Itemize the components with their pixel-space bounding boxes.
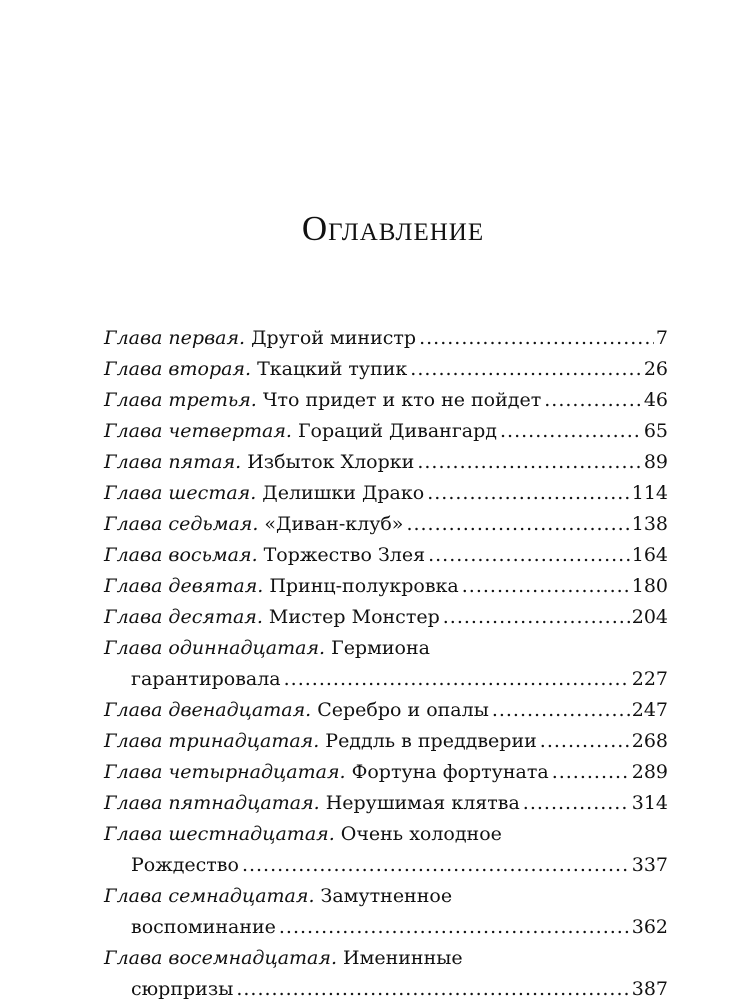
dot-leader: [523, 788, 630, 819]
page-number: 337: [631, 854, 668, 876]
chapter-label: Глава тринадцатая.: [104, 730, 320, 752]
chapter-title: Нерушимая клятва: [325, 792, 520, 814]
chapter-title: Что придет и кто не пойдет: [262, 389, 542, 411]
chapter-title: «Диван-клуб»: [264, 513, 404, 535]
chapter-title: Мистер Монстер: [268, 606, 440, 628]
chapter-title: Фортуна фортуната: [351, 761, 549, 783]
chapter-title: Другой министр: [251, 327, 417, 349]
dot-leader: [427, 478, 630, 509]
chapter-label: Глава десятая.: [104, 606, 263, 628]
page-number: 46: [643, 389, 668, 411]
page-number: 204: [631, 606, 668, 628]
dot-leader: [540, 726, 630, 757]
page-number: 289: [631, 761, 668, 783]
chapter-label: Глава одиннадцатая.: [104, 637, 326, 659]
page-number: 89: [643, 451, 668, 473]
toc-entry: [104, 943, 668, 1005]
page-number: 138: [631, 513, 668, 535]
toc-entry: [104, 540, 668, 571]
chapter-title: Серебро и опалы: [317, 699, 489, 721]
chapter-title: Торжество Злея: [263, 544, 426, 566]
chapter-title: Гораций Дивангард: [297, 420, 497, 442]
toc-entry: [104, 571, 668, 602]
chapter-label: Глава пятнадцатая.: [104, 792, 320, 814]
chapter-title: Очень холодное: [340, 823, 502, 845]
toc-entry: [104, 788, 668, 819]
toc-list: [104, 323, 668, 1005]
dot-leader: [492, 695, 630, 726]
toc-title: Оглавление: [301, 209, 485, 249]
page-number: 164: [631, 544, 668, 566]
dot-leader: [410, 354, 642, 385]
toc-entry: [104, 881, 668, 943]
chapter-label: Глава седьмая.: [104, 513, 259, 535]
chapter-label: Глава первая.: [104, 327, 246, 349]
chapter-label: Глава восемнадцатая.: [104, 947, 338, 969]
chapter-label: Глава шестая.: [104, 482, 257, 504]
chapter-label: Глава четырнадцатая.: [104, 761, 346, 783]
page-number: 65: [643, 420, 668, 442]
dot-leader: [242, 850, 630, 881]
dot-leader: [500, 416, 642, 447]
chapter-title-continued: гарантировала: [131, 668, 281, 690]
page-number: 26: [643, 358, 668, 380]
dot-leader: [236, 974, 629, 1005]
toc-entry: [104, 447, 668, 478]
toc-entry: [104, 509, 668, 540]
chapter-label: Глава шестнадцатая.: [104, 823, 335, 845]
chapter-title: Замутненное: [320, 885, 453, 907]
chapter-label: Глава девятая.: [104, 575, 264, 597]
dot-leader: [462, 571, 630, 602]
page-number: 227: [631, 668, 668, 690]
toc-entry: [104, 323, 668, 354]
chapter-title: Делишки Драко: [262, 482, 425, 504]
chapter-label: Глава пятая.: [104, 451, 242, 473]
dot-leader: [284, 664, 630, 695]
chapter-title: Избыток Хлорки: [247, 451, 415, 473]
chapter-title: Принц-полукровка: [269, 575, 459, 597]
toc-entry: [104, 819, 668, 881]
chapter-label: Глава третья.: [104, 389, 257, 411]
chapter-title: Именинные: [343, 947, 463, 969]
chapter-title-continued: Рождество: [131, 854, 239, 876]
dot-leader: [279, 912, 630, 943]
dot-leader: [417, 447, 641, 478]
chapter-label: Глава вторая.: [104, 358, 252, 380]
page-number: 362: [631, 916, 668, 938]
toc-entry: [104, 385, 668, 416]
chapter-label: Глава семнадцатая.: [104, 885, 315, 907]
chapter-label: Глава четвертая.: [104, 420, 292, 442]
chapter-title: Ткацкий тупик: [257, 358, 408, 380]
dot-leader: [443, 602, 630, 633]
page-number: 180: [631, 575, 668, 597]
toc-entry: [104, 354, 668, 385]
dot-leader: [419, 323, 654, 354]
chapter-label: Глава двенадцатая.: [104, 699, 312, 721]
dot-leader: [552, 757, 630, 788]
page-number: 314: [631, 792, 668, 814]
chapter-title: Реддль в преддверии: [325, 730, 537, 752]
toc-entry: [104, 726, 668, 757]
toc-entry: [104, 602, 668, 633]
chapter-title-continued: сюрпризы: [131, 978, 234, 1000]
dot-leader: [544, 385, 642, 416]
page-number: 387: [631, 978, 668, 1000]
toc-entry: [104, 633, 668, 695]
dot-leader: [428, 540, 630, 571]
page-number: 7: [655, 327, 668, 349]
toc-entry: [104, 695, 668, 726]
toc-entry: [104, 757, 668, 788]
chapter-label: Глава восьмая.: [104, 544, 258, 566]
chapter-title: Гермиона: [331, 637, 430, 659]
toc-entry: [104, 478, 668, 509]
page-number: 268: [631, 730, 668, 752]
page-number: 114: [631, 482, 668, 504]
toc-entry: [104, 416, 668, 447]
page-number: 247: [631, 699, 668, 721]
chapter-title-continued: воспоминание: [131, 916, 276, 938]
dot-leader: [406, 509, 629, 540]
